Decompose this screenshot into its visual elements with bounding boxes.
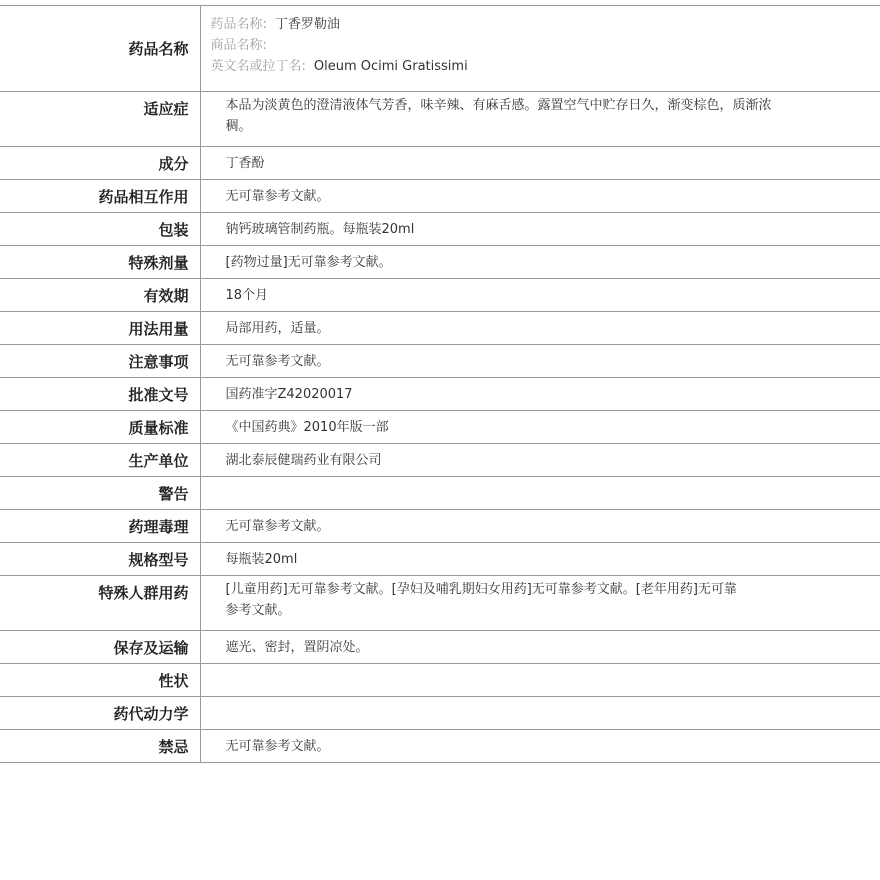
row-value-interactions: 无可靠参考文献。 bbox=[200, 180, 880, 213]
row-label-ingredients: 成分 bbox=[0, 147, 200, 180]
row-label-packaging: 包装 bbox=[0, 213, 200, 246]
row-pharmacokinetics bbox=[0, 697, 880, 730]
row-label-usage: 用法用量 bbox=[0, 312, 200, 345]
row-specification bbox=[0, 543, 880, 576]
row-value-indications bbox=[200, 92, 880, 147]
row-approval-number bbox=[0, 378, 880, 411]
row-value-manufacturer: 湖北泰辰健瑞药业有限公司 bbox=[200, 444, 880, 477]
row-usage bbox=[0, 312, 880, 345]
row-label-warning: 警告 bbox=[0, 477, 200, 510]
row-value-packaging: 钠钙玻璃管制药瓶。每瓶装20ml bbox=[200, 213, 880, 246]
row-shelf-life bbox=[0, 279, 880, 312]
row-value-pharmacology: 无可靠参考文献。 bbox=[200, 510, 880, 543]
row-storage bbox=[0, 631, 880, 664]
row-label-interactions: 药品相互作用 bbox=[0, 180, 200, 213]
row-value-precautions: 无可靠参考文献。 bbox=[200, 345, 880, 378]
row-label-special-populations: 特殊人群用药 bbox=[0, 576, 200, 631]
row-value-pharmacokinetics bbox=[200, 697, 880, 730]
row-interactions bbox=[0, 180, 880, 213]
row-value-special-populations bbox=[200, 576, 880, 631]
row-value-quality-standard: 《中国药典》2010年版一部 bbox=[200, 411, 880, 444]
row-value-shelf-life: 18个月 bbox=[200, 279, 880, 312]
english-name-value: Oleum Ocimi Gratissimi bbox=[313, 59, 468, 74]
row-value-usage: 局部用药，适量。 bbox=[200, 312, 880, 345]
english-name-line bbox=[211, 56, 880, 77]
row-packaging bbox=[0, 213, 880, 246]
row-precautions bbox=[0, 345, 880, 378]
trade-name-key: 商品名称: bbox=[210, 38, 267, 53]
row-label-drug-name: 药品名称 bbox=[0, 6, 200, 92]
row-properties bbox=[0, 664, 880, 697]
row-indications bbox=[0, 92, 880, 147]
row-label-special-dosage: 特殊剂量 bbox=[0, 246, 200, 279]
indications-text: 本品为淡黄色的澄清液体气芳香，味辛辣、有麻舌感。露置空气中贮存日久，渐变棕色，质渐浓稠。 bbox=[225, 98, 772, 134]
generic-name-line bbox=[211, 14, 880, 35]
row-label-pharmacology: 药理毒理 bbox=[0, 510, 200, 543]
row-drug-name bbox=[0, 6, 880, 92]
row-manufacturer bbox=[0, 444, 880, 477]
row-special-dosage bbox=[0, 246, 880, 279]
special-populations-text: [儿童用药]无可靠参考文献。[孕妇及哺乳期妇女用药]无可靠参考文献。[老年用药]无可靠参考文献。 bbox=[225, 582, 737, 618]
row-label-indications: 适应症 bbox=[0, 92, 200, 147]
row-label-properties: 性状 bbox=[0, 664, 200, 697]
drug-info-table bbox=[0, 5, 880, 763]
row-value-warning bbox=[200, 477, 880, 510]
row-special-populations bbox=[0, 576, 880, 631]
row-value-special-dosage: [药物过量]无可靠参考文献。 bbox=[200, 246, 880, 279]
row-label-quality-standard: 质量标准 bbox=[0, 411, 200, 444]
row-contraindications bbox=[0, 730, 880, 763]
row-label-specification: 规格型号 bbox=[0, 543, 200, 576]
row-label-manufacturer: 生产单位 bbox=[0, 444, 200, 477]
row-label-shelf-life: 有效期 bbox=[0, 279, 200, 312]
generic-name-key: 药品名称: bbox=[210, 17, 267, 32]
row-value-ingredients: 丁香酚 bbox=[200, 147, 880, 180]
row-value-storage: 遮光、密封，置阴凉处。 bbox=[200, 631, 880, 664]
row-label-contraindications: 禁忌 bbox=[0, 730, 200, 763]
row-label-approval-number: 批准文号 bbox=[0, 378, 200, 411]
row-label-storage: 保存及运输 bbox=[0, 631, 200, 664]
row-value-specification: 每瓶装20ml bbox=[200, 543, 880, 576]
row-warning bbox=[0, 477, 880, 510]
row-pharmacology bbox=[0, 510, 880, 543]
row-value-approval-number: 国药准字Z42020017 bbox=[200, 378, 880, 411]
english-name-key: 英文名或拉丁名: bbox=[210, 59, 306, 74]
trade-name-line bbox=[211, 35, 880, 56]
generic-name-value: 丁香罗勒油 bbox=[274, 17, 340, 32]
row-label-pharmacokinetics: 药代动力学 bbox=[0, 697, 200, 730]
row-label-precautions: 注意事项 bbox=[0, 345, 200, 378]
row-ingredients bbox=[0, 147, 880, 180]
row-quality-standard bbox=[0, 411, 880, 444]
row-value-properties bbox=[200, 664, 880, 697]
row-value-contraindications: 无可靠参考文献。 bbox=[200, 730, 880, 763]
drug-name-cell bbox=[200, 6, 880, 92]
